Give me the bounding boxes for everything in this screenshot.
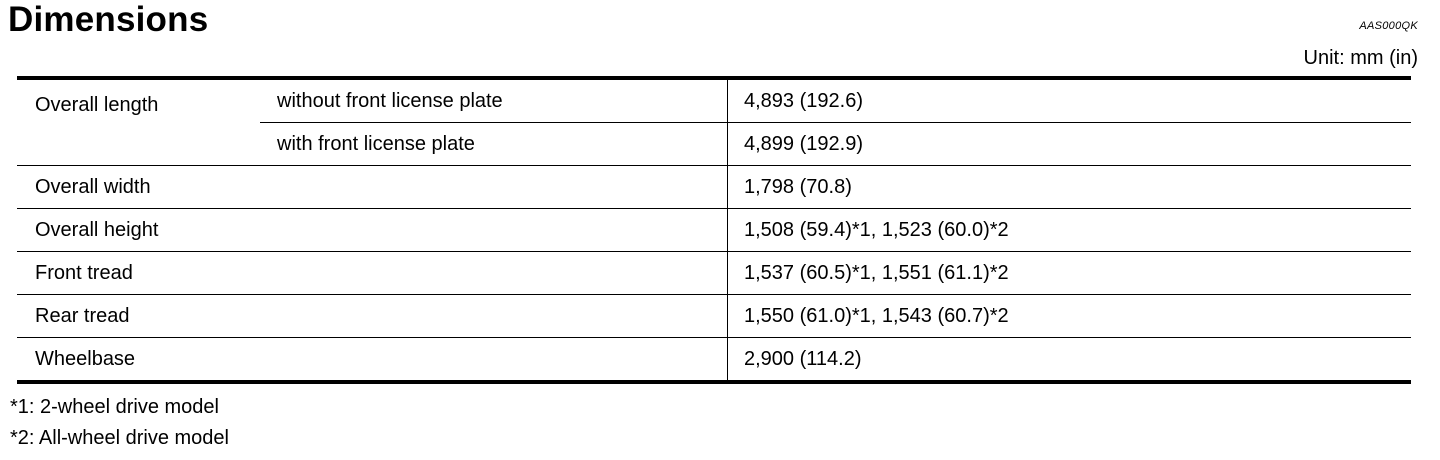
- dimensions-table: [17, 76, 1411, 384]
- page-title: Dimensions: [8, 0, 209, 39]
- table-row: [17, 338, 1411, 383]
- row-label-overall-height: Overall height: [17, 209, 728, 252]
- table-row: [17, 166, 1411, 209]
- row-sublabel-without-plate: without front license plate: [260, 78, 728, 123]
- row-label-overall-length: Overall length: [17, 78, 260, 166]
- row-value-front-tread: 1,537 (60.5)*1, 1,551 (61.1)*2: [728, 252, 1412, 295]
- table-row: [17, 209, 1411, 252]
- row-sublabel-with-plate: with front license plate: [260, 123, 728, 166]
- row-value-overall-height: 1,508 (59.4)*1, 1,523 (60.0)*2: [728, 209, 1412, 252]
- row-label-front-tread: Front tread: [17, 252, 728, 295]
- row-value-rear-tread: 1,550 (61.0)*1, 1,543 (60.7)*2: [728, 295, 1412, 338]
- unit-label: Unit: mm (in): [1303, 47, 1418, 69]
- table-row: [17, 295, 1411, 338]
- row-value-wheelbase: 2,900 (114.2): [728, 338, 1412, 383]
- row-value-overall-width: 1,798 (70.8): [728, 166, 1412, 209]
- row-value-length-without-plate: 4,893 (192.6): [728, 78, 1412, 123]
- row-value-length-with-plate: 4,899 (192.9): [728, 123, 1412, 166]
- footnote-2: *2: All-wheel drive model: [10, 427, 229, 449]
- row-label-rear-tread: Rear tread: [17, 295, 728, 338]
- footnote-1: *1: 2-wheel drive model: [10, 396, 219, 418]
- table-row: [17, 78, 1411, 123]
- table-row: [17, 252, 1411, 295]
- document-code: AAS000QK: [1359, 20, 1418, 32]
- row-label-overall-width: Overall width: [17, 166, 728, 209]
- footnotes: [10, 392, 229, 454]
- row-label-wheelbase: Wheelbase: [35, 347, 136, 370]
